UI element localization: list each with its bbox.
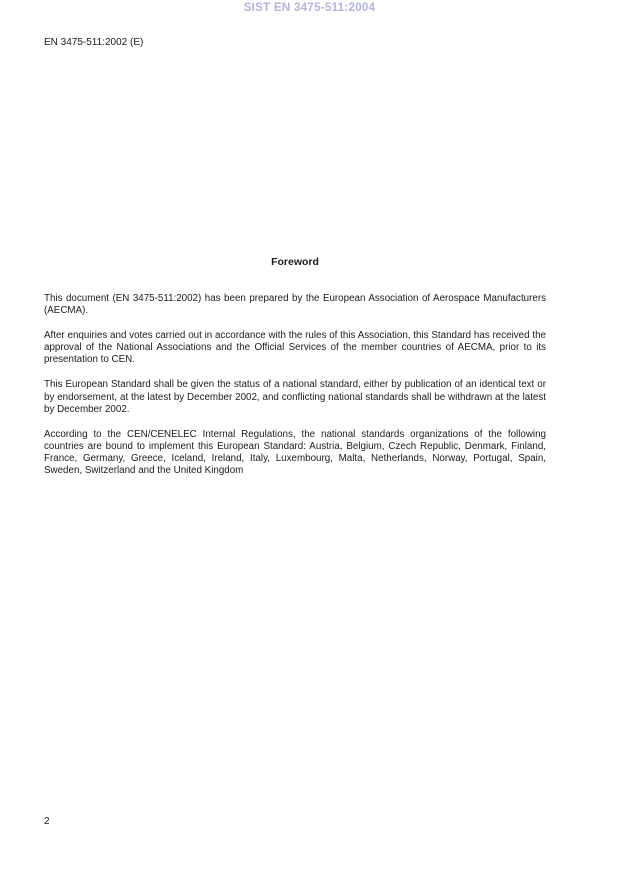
foreword-paragraph-1: This document (EN 3475-511:2002) has been prepared by the European Association of Aerospace Manufacturers (AECMA).	[44, 293, 546, 317]
watermark-header: SIST EN 3475-511:2004	[243, 2, 376, 14]
foreword-section	[44, 256, 546, 477]
page-number: 2	[44, 816, 50, 827]
section-heading: Foreword	[271, 256, 319, 268]
document-reference: EN 3475-511:2002 (E)	[44, 37, 144, 48]
foreword-paragraph-3: This European Standard shall be given the status of a national standard, either by publication of an identical text or by endorsement, at the latest by December 2002, and conflicting national standards shall be withdrawn at the latest by December 2002.	[44, 379, 546, 415]
foreword-paragraph-4: According to the CEN/CENELEC Internal Regulations, the national standards organizations of the following countries are bound to implement this European Standard: Austria, Belgium, Czech Republic, Denmark, Finland, France, Germany, Greece, Iceland, Ireland, Italy, Luxembourg, Malta, Netherlands, Norway, Portugal, Spain, Sweden, Switzerland and the United Kingdom	[44, 428, 546, 477]
foreword-paragraph-2: After enquiries and votes carried out in accordance with the rules of this Association, this Standard has received the approval of the National Associations and the Official Services of the member countries of AECMA, prior to its presentation to CEN.	[44, 330, 546, 366]
